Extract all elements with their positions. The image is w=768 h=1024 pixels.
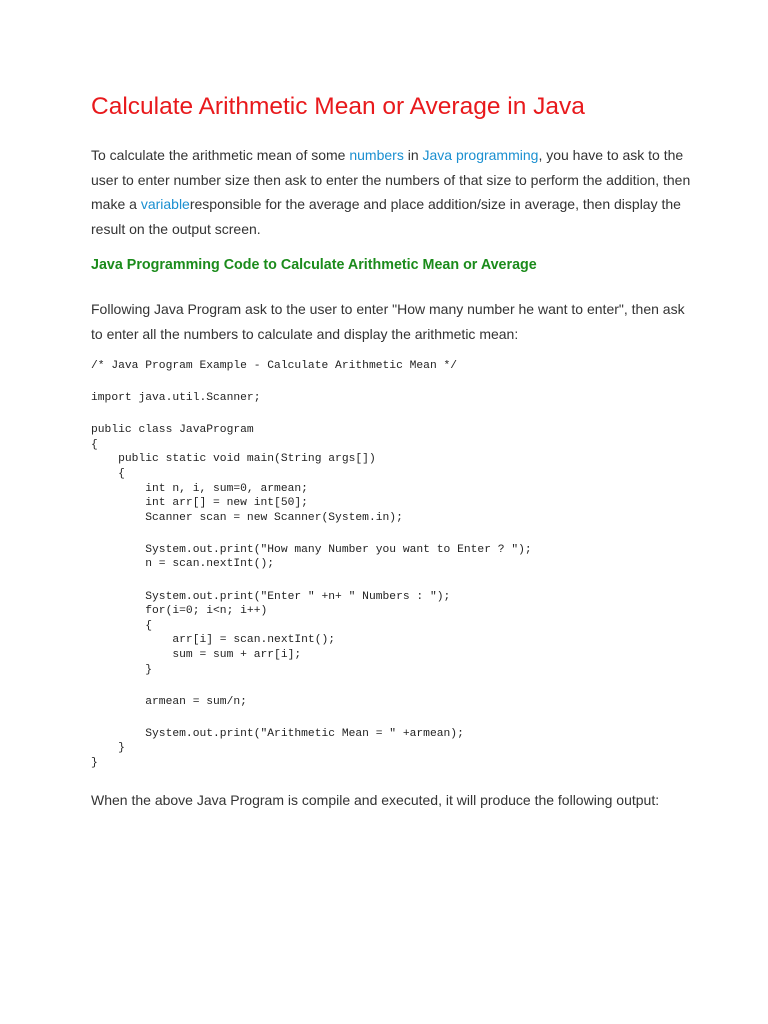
intro-paragraph <box>91 143 691 241</box>
code-line: /* Java Program Example - Calculate Arithmetic Mean */ <box>91 360 458 372</box>
intro-text-3: , you have to ask to the user to enter number size then ask to enter the numbers of that size to perform the addition, then make a <box>91 147 691 212</box>
code-line: int n, i, sum=0, armean; <box>91 482 308 495</box>
code-line: n = scan.nextInt(); <box>91 558 275 571</box>
code-line <box>91 677 691 695</box>
code-line: { <box>91 438 98 451</box>
code-line: arr[i] = scan.nextInt(); <box>91 634 336 647</box>
code-line <box>91 525 691 543</box>
code-line: System.out.print("How many Number you want to Enter ? "); <box>91 543 532 556</box>
section-heading: Java Programming Code to Calculate Arithmetic Mean or Average <box>91 257 537 273</box>
code-line: System.out.print("Enter " +n+ " Numbers : "); <box>91 590 451 603</box>
code-line <box>91 406 691 424</box>
article <box>91 88 691 813</box>
code-line <box>91 374 691 392</box>
intro-text-4: responsible for the average and place addition/size in average, then display the result on the output screen. <box>91 196 681 237</box>
code-line: sum = sum + arr[i]; <box>91 648 302 661</box>
link-numbers[interactable]: numbers <box>349 147 404 163</box>
intro-text-1: To calculate the arithmetic mean of some <box>91 147 350 163</box>
code-block <box>91 359 691 770</box>
link-java-programming[interactable]: Java programming <box>422 147 539 163</box>
code-line: import java.util.Scanner; <box>91 392 261 405</box>
output-description: When the above Java Program is compile and executed, it will produce the following output: <box>91 792 660 809</box>
code-line: public static void main(String args[]) <box>91 453 376 466</box>
code-line: } <box>91 742 125 755</box>
code-line: Scanner scan = new Scanner(System.in); <box>91 511 403 524</box>
code-line <box>91 572 691 590</box>
code-line: for(i=0; i<n; i++) <box>91 605 268 618</box>
description-paragraph: Following Java Program ask to the user to enter "How many number he want to enter", then ask to enter all the numbers to calculate and display the arithmetic mean: <box>91 301 685 342</box>
code-line <box>91 709 691 727</box>
code-line: { <box>91 467 125 480</box>
code-line: } <box>91 756 98 769</box>
code-line: armean = sum/n; <box>91 695 247 708</box>
code-line: public class JavaProgram <box>91 424 254 437</box>
intro-text-2: in <box>403 147 423 163</box>
code-line: int arr[] = new int[50]; <box>91 497 308 510</box>
page-title: Calculate Arithmetic Mean or Average in Java <box>91 93 585 120</box>
link-variable[interactable]: variable <box>140 196 190 212</box>
code-line: { <box>91 619 153 632</box>
code-line: System.out.print("Arithmetic Mean = " +armean); <box>91 727 464 740</box>
code-line: } <box>91 663 153 676</box>
